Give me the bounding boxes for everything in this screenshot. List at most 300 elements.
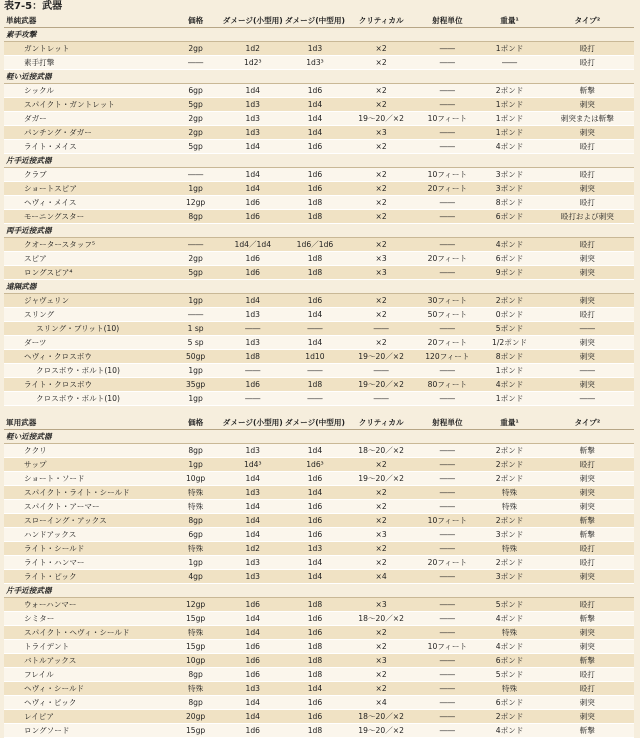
table-cell: 15gp — [170, 612, 222, 626]
table-cell: 1d4／1d4 — [222, 238, 284, 252]
table-cell: 1d6 — [284, 168, 346, 182]
table-cell: 1d6 — [222, 252, 284, 266]
table-cell: 2ポンド — [478, 444, 540, 458]
table-cell: 刺突 — [541, 570, 634, 584]
table-cell: ―― — [170, 168, 222, 182]
table-cell: ―― — [416, 682, 478, 696]
table-cell: ―― — [416, 126, 478, 140]
weapon-name-cell: ヘヴィ・ピック — [4, 696, 170, 710]
table-row — [4, 570, 634, 584]
table-cell: 刺突 — [541, 266, 634, 280]
weapon-name-cell: スリング — [4, 308, 170, 322]
table-cell: 80フィート — [416, 378, 478, 392]
column-header: 射程単位 — [416, 14, 478, 28]
weapon-name-cell: クラブ — [4, 168, 170, 182]
weapon-name-cell: ククリ — [4, 444, 170, 458]
table-cell: 18～20／×2 — [346, 710, 416, 724]
table-cell: 1d4 — [222, 696, 284, 710]
table-cell: 1/2ポンド — [478, 336, 540, 350]
section-label: 両手近接武器 — [4, 224, 634, 238]
table-cell: 1d6 — [284, 472, 346, 486]
table-cell: 10フィート — [416, 514, 478, 528]
table-row — [4, 626, 634, 640]
table-cell: 1d4 — [284, 444, 346, 458]
table-cell: 1gp — [170, 458, 222, 472]
table-cell: 4ポンド — [478, 378, 540, 392]
table-row — [4, 210, 634, 224]
table-cell: 1d8 — [284, 196, 346, 210]
table-cell: 斬撃 — [541, 724, 634, 738]
table-cell: 殴打 — [541, 556, 634, 570]
table-cell: 50フィート — [416, 308, 478, 322]
table-cell: 1d6 — [284, 626, 346, 640]
table-cell: ―― — [416, 238, 478, 252]
table-cell: ―― — [416, 500, 478, 514]
table-row — [4, 42, 634, 56]
table-cell: ×2 — [346, 210, 416, 224]
table-cell: 2ポンド — [478, 514, 540, 528]
table-row — [4, 294, 634, 308]
table-cell: 1d4 — [284, 486, 346, 500]
table-cell: 1d3 — [222, 486, 284, 500]
table-cell: ―― — [346, 364, 416, 378]
table-row — [4, 500, 634, 514]
table-cell: ―― — [170, 238, 222, 252]
table-row — [4, 196, 634, 210]
table-cell: 刺突 — [541, 472, 634, 486]
table-row — [4, 514, 634, 528]
table-cell: ―― — [416, 570, 478, 584]
table-cell: 刺突または斬撃 — [541, 112, 634, 126]
table-cell: 殴打 — [541, 196, 634, 210]
table-cell: 刺突 — [541, 486, 634, 500]
table-cell: ×2 — [346, 84, 416, 98]
table-cell: 1d6 — [284, 294, 346, 308]
table-cell: 2ポンド — [478, 84, 540, 98]
table-cell: ×2 — [346, 668, 416, 682]
table-cell: ―― — [416, 598, 478, 612]
column-header: 射程単位 — [416, 416, 478, 430]
table-cell: 2ポンド — [478, 294, 540, 308]
section-header-row — [4, 70, 634, 84]
table-cell: ―― — [416, 56, 478, 70]
column-header: クリティカル — [346, 14, 416, 28]
column-header: 単純武器 — [4, 14, 170, 28]
table-cell: ―― — [416, 322, 478, 336]
weapon-name-cell: ライト・メイス — [4, 140, 170, 154]
table-cell: 6gp — [170, 84, 222, 98]
table-cell: 5gp — [170, 98, 222, 112]
spacer-cell — [4, 406, 634, 417]
table-cell: ―― — [416, 42, 478, 56]
table-cell: 1d6 — [222, 724, 284, 738]
table-cell: ―― — [416, 364, 478, 378]
table-cell: 19～20／×2 — [346, 472, 416, 486]
table-cell: 1d3 — [222, 308, 284, 322]
table-cell: ×2 — [346, 556, 416, 570]
table-cell: 4ポンド — [478, 140, 540, 154]
table-cell: 10gp — [170, 472, 222, 486]
table-row — [4, 126, 634, 140]
table-cell: 20フィート — [416, 556, 478, 570]
weapon-name-cell: スパイクト・ヘヴィ・シールド — [4, 626, 170, 640]
table-cell: ―― — [416, 724, 478, 738]
table-cell: 6ポンド — [478, 696, 540, 710]
table-cell: ―― — [284, 364, 346, 378]
column-header: ダメージ(中型用) — [284, 14, 346, 28]
table-cell: 1d3³ — [284, 56, 346, 70]
table-cell: ×2 — [346, 458, 416, 472]
table-row — [4, 682, 634, 696]
table-cell: 1d8 — [284, 724, 346, 738]
weapon-name-cell: バトルアックス — [4, 654, 170, 668]
table-cell: 18～20／×2 — [346, 612, 416, 626]
table-row — [4, 710, 634, 724]
table-cell: 1d4 — [222, 626, 284, 640]
table-cell: 2ポンド — [478, 710, 540, 724]
section-label: 片手近接武器 — [4, 154, 634, 168]
table-cell: 1d4 — [284, 570, 346, 584]
table-cell: 1d6 — [284, 528, 346, 542]
table-row — [4, 350, 634, 364]
table-cell: 刺突 — [541, 500, 634, 514]
table-row — [4, 238, 634, 252]
table-cell: ×3 — [346, 654, 416, 668]
section-header-row — [4, 28, 634, 42]
weapon-name-cell: スリング・ブリット(10) — [4, 322, 170, 336]
table-cell: ―― — [284, 322, 346, 336]
table-cell: 1d3 — [222, 336, 284, 350]
weapon-name-cell: ショートスピア — [4, 182, 170, 196]
weapon-name-cell: スパイクト・ガントレット — [4, 98, 170, 112]
weapon-name-cell: モーニングスター — [4, 210, 170, 224]
table-cell: 2gp — [170, 252, 222, 266]
table-cell: 8gp — [170, 696, 222, 710]
table-cell: 19～20／×2 — [346, 350, 416, 364]
table-cell: ―― — [416, 458, 478, 472]
column-header: 重量¹ — [478, 416, 540, 430]
table-cell: 1d8 — [284, 266, 346, 280]
table-cell: ―― — [416, 668, 478, 682]
table-cell: 5gp — [170, 140, 222, 154]
weapon-name-cell: スローイング・アックス — [4, 514, 170, 528]
table-cell: 1d4 — [222, 472, 284, 486]
table-cell: ×2 — [346, 486, 416, 500]
table-row — [4, 612, 634, 626]
table-cell: 1d4 — [222, 84, 284, 98]
table-cell: 3ポンド — [478, 182, 540, 196]
table-cell: ×2 — [346, 140, 416, 154]
table-cell: 1d4 — [222, 500, 284, 514]
table-row — [4, 336, 634, 350]
table-cell: ×3 — [346, 126, 416, 140]
table-cell: 1d6 — [284, 696, 346, 710]
table-cell: 6gp — [170, 528, 222, 542]
table-cell: 殴打および刺突 — [541, 210, 634, 224]
table-cell: 1 sp — [170, 322, 222, 336]
column-header: 軍用武器 — [4, 416, 170, 430]
table-row — [4, 724, 634, 738]
weapon-name-cell: ライト・クロスボウ — [4, 378, 170, 392]
table-cell: 1d2 — [222, 42, 284, 56]
table-cell: 1gp — [170, 182, 222, 196]
table-cell: ―― — [416, 626, 478, 640]
table-cell: ―― — [346, 322, 416, 336]
table-cell: 6ポンド — [478, 210, 540, 224]
table-cell: 50gp — [170, 350, 222, 364]
table-cell: 1d6 — [222, 266, 284, 280]
table-cell: ―― — [541, 322, 634, 336]
table-cell: 2gp — [170, 126, 222, 140]
table-row — [4, 486, 634, 500]
table-cell: 特殊 — [478, 626, 540, 640]
table-cell: ×2 — [346, 294, 416, 308]
table-cell: 殴打 — [541, 42, 634, 56]
table-cell: 35gp — [170, 378, 222, 392]
table-cell: 殴打 — [541, 308, 634, 322]
table-cell: 5ポンド — [478, 322, 540, 336]
table-title: 表7-5：武器 — [4, 1, 63, 12]
table-cell: ×2 — [346, 542, 416, 556]
table-cell: 1d6 — [222, 640, 284, 654]
table-cell: 1d3 — [222, 112, 284, 126]
table-row — [4, 98, 634, 112]
table-row — [4, 182, 634, 196]
table-cell: ―― — [222, 392, 284, 406]
table-cell: ×2 — [346, 500, 416, 514]
table-cell: 1d3 — [222, 570, 284, 584]
weapon-name-cell: ダガー — [4, 112, 170, 126]
table-cell: 1d6 — [222, 598, 284, 612]
table-cell: ×2 — [346, 42, 416, 56]
column-header: ダメージ(小型用) — [222, 14, 284, 28]
weapon-name-cell: クロスボウ・ボルト(10) — [4, 392, 170, 406]
table-cell: 1d4 — [222, 710, 284, 724]
table-cell: 8ポンド — [478, 196, 540, 210]
table-cell: ×3 — [346, 528, 416, 542]
table-cell: ―― — [416, 196, 478, 210]
table-cell: 斬撃 — [541, 654, 634, 668]
table-cell: 特殊 — [170, 626, 222, 640]
table-cell: 20フィート — [416, 252, 478, 266]
table-cell: 1d6 — [284, 612, 346, 626]
section-header-row — [4, 430, 634, 444]
table-cell: 1d4 — [222, 612, 284, 626]
table-cell: 1d6 — [222, 668, 284, 682]
table-cell: 3ポンド — [478, 528, 540, 542]
table-cell: 1ポンド — [478, 98, 540, 112]
table-cell: 殴打 — [541, 682, 634, 696]
table-cell: 1ポンド — [478, 42, 540, 56]
table-cell: ×4 — [346, 570, 416, 584]
table-cell: 1d6 — [284, 710, 346, 724]
table-cell: 18～20／×2 — [346, 444, 416, 458]
table-row — [4, 458, 634, 472]
table-cell: ―― — [284, 392, 346, 406]
table-cell: ×2 — [346, 98, 416, 112]
table-cell: 1d4 — [222, 168, 284, 182]
table-cell: 1d8 — [284, 378, 346, 392]
weapon-name-cell: クオータースタッフ⁵ — [4, 238, 170, 252]
table-cell: 1d8 — [284, 640, 346, 654]
table-cell: ―― — [416, 612, 478, 626]
table-cell: ―― — [416, 210, 478, 224]
weapon-name-cell: レイピア — [4, 710, 170, 724]
table-cell: 1gp — [170, 364, 222, 378]
section-header-row — [4, 584, 634, 598]
table-row — [4, 392, 634, 406]
table-cell: ×2 — [346, 182, 416, 196]
weapon-name-cell: スピア — [4, 252, 170, 266]
table-row — [4, 598, 634, 612]
table-cell: 1d4 — [222, 140, 284, 154]
table-cell: 1d8 — [222, 350, 284, 364]
table-cell: 12gp — [170, 598, 222, 612]
table-cell: 1d8 — [284, 668, 346, 682]
column-header: ダメージ(中型用) — [284, 416, 346, 430]
table-cell: ×2 — [346, 196, 416, 210]
table-cell: ×3 — [346, 266, 416, 280]
table-cell: 19～20／×2 — [346, 112, 416, 126]
table-cell: ―― — [170, 308, 222, 322]
table-cell: 6ポンド — [478, 654, 540, 668]
table-cell: 刺突 — [541, 378, 634, 392]
weapon-name-cell: ヘヴィ・シールド — [4, 682, 170, 696]
weapon-name-cell: スパイクト・アーマー — [4, 500, 170, 514]
table-cell: 1d6 — [284, 182, 346, 196]
table-cell: 1d3 — [222, 682, 284, 696]
table-cell: 5 sp — [170, 336, 222, 350]
table-cell: 8gp — [170, 210, 222, 224]
table-cell: 殴打 — [541, 542, 634, 556]
table-cell: 8gp — [170, 668, 222, 682]
table-cell: 10フィート — [416, 168, 478, 182]
table-cell: 1d6 — [284, 84, 346, 98]
section-label: 軽い近接武器 — [4, 430, 634, 444]
table-cell: 4ポンド — [478, 238, 540, 252]
section-header-row — [4, 224, 634, 238]
table-cell: ×2 — [346, 336, 416, 350]
table-cell: 1d3 — [284, 542, 346, 556]
table-cell: ―― — [416, 486, 478, 500]
table-cell: 1d6 — [284, 500, 346, 514]
table-cell: ×3 — [346, 252, 416, 266]
weapon-name-cell: シミター — [4, 612, 170, 626]
table-cell: 1d8 — [284, 252, 346, 266]
column-header: 重量¹ — [478, 14, 540, 28]
weapon-name-cell: ハンドアックス — [4, 528, 170, 542]
table-cell: 8gp — [170, 444, 222, 458]
table-cell: 2ポンド — [478, 472, 540, 486]
weapon-name-cell: ヘヴィ・クロスボウ — [4, 350, 170, 364]
table-cell: ―― — [416, 84, 478, 98]
weapon-name-cell: クロスボウ・ボルト(10) — [4, 364, 170, 378]
table-cell: ―― — [478, 56, 540, 70]
table-row — [4, 168, 634, 182]
table-cell: 1d8 — [284, 210, 346, 224]
table-cell: 1ポンド — [478, 392, 540, 406]
weapon-name-cell: ジャヴェリン — [4, 294, 170, 308]
table-cell: 1d3 — [222, 444, 284, 458]
table-cell: 10gp — [170, 654, 222, 668]
section-label: 片手近接武器 — [4, 584, 634, 598]
table-cell: ―― — [416, 696, 478, 710]
section-label: 軽い近接武器 — [4, 70, 634, 84]
weapons-table — [4, 14, 634, 738]
table-cell: 殴打 — [541, 238, 634, 252]
table-cell: 刺突 — [541, 182, 634, 196]
table-cell: 特殊 — [170, 486, 222, 500]
table-row — [4, 640, 634, 654]
table-cell: ×2 — [346, 682, 416, 696]
table-cell: 1d6 — [222, 210, 284, 224]
table-cell: 3ポンド — [478, 570, 540, 584]
table-cell: 刺突 — [541, 252, 634, 266]
table-row — [4, 668, 634, 682]
table-cell: 特殊 — [170, 682, 222, 696]
table-cell: 20フィート — [416, 336, 478, 350]
table-cell: ×2 — [346, 168, 416, 182]
column-header: 価格 — [170, 416, 222, 430]
table-cell: 1d2³ — [222, 56, 284, 70]
table-row — [4, 472, 634, 486]
table-row — [4, 528, 634, 542]
table-cell: 1d3 — [222, 98, 284, 112]
section-header-row — [4, 280, 634, 294]
weapon-name-cell: パンチング・ダガー — [4, 126, 170, 140]
table-cell: 刺突 — [541, 350, 634, 364]
table-header-row — [4, 14, 634, 28]
table-cell: 1d6³ — [284, 458, 346, 472]
weapon-name-cell: スパイクト・ライト・シールド — [4, 486, 170, 500]
table-cell: 2gp — [170, 112, 222, 126]
table-row — [4, 444, 634, 458]
table-cell: 5ポンド — [478, 598, 540, 612]
weapon-name-cell: ヘヴィ・メイス — [4, 196, 170, 210]
table-cell: 斬撃 — [541, 514, 634, 528]
table-cell: 5ポンド — [478, 668, 540, 682]
table-row — [4, 542, 634, 556]
table-cell: 1d4 — [284, 126, 346, 140]
table-cell: 8ポンド — [478, 350, 540, 364]
weapon-name-cell: ショート・ソード — [4, 472, 170, 486]
table-cell: 1d3 — [222, 556, 284, 570]
table-cell: 9ポンド — [478, 266, 540, 280]
table-cell: 1ポンド — [478, 112, 540, 126]
table-cell: 刺突 — [541, 696, 634, 710]
table-cell: 20gp — [170, 710, 222, 724]
section-header-row — [4, 154, 634, 168]
table-cell: 1d4 — [284, 682, 346, 696]
table-cell: 15gp — [170, 724, 222, 738]
table-cell: 120フィート — [416, 350, 478, 364]
table-cell: 斬撃 — [541, 528, 634, 542]
table-cell: 8gp — [170, 514, 222, 528]
table-cell: ×2 — [346, 56, 416, 70]
table-cell: ―― — [416, 472, 478, 486]
table-cell: 特殊 — [478, 500, 540, 514]
table-cell: 1d4 — [222, 528, 284, 542]
table-cell: 1d4 — [284, 98, 346, 112]
table-cell: 殴打 — [541, 56, 634, 70]
table-cell: 1ポンド — [478, 364, 540, 378]
table-cell: ―― — [416, 444, 478, 458]
block-spacer — [4, 406, 634, 417]
table-cell: 2ポンド — [478, 556, 540, 570]
table-cell: 1d4 — [284, 556, 346, 570]
table-cell: 刺突 — [541, 710, 634, 724]
table-cell: 19～20／×2 — [346, 724, 416, 738]
